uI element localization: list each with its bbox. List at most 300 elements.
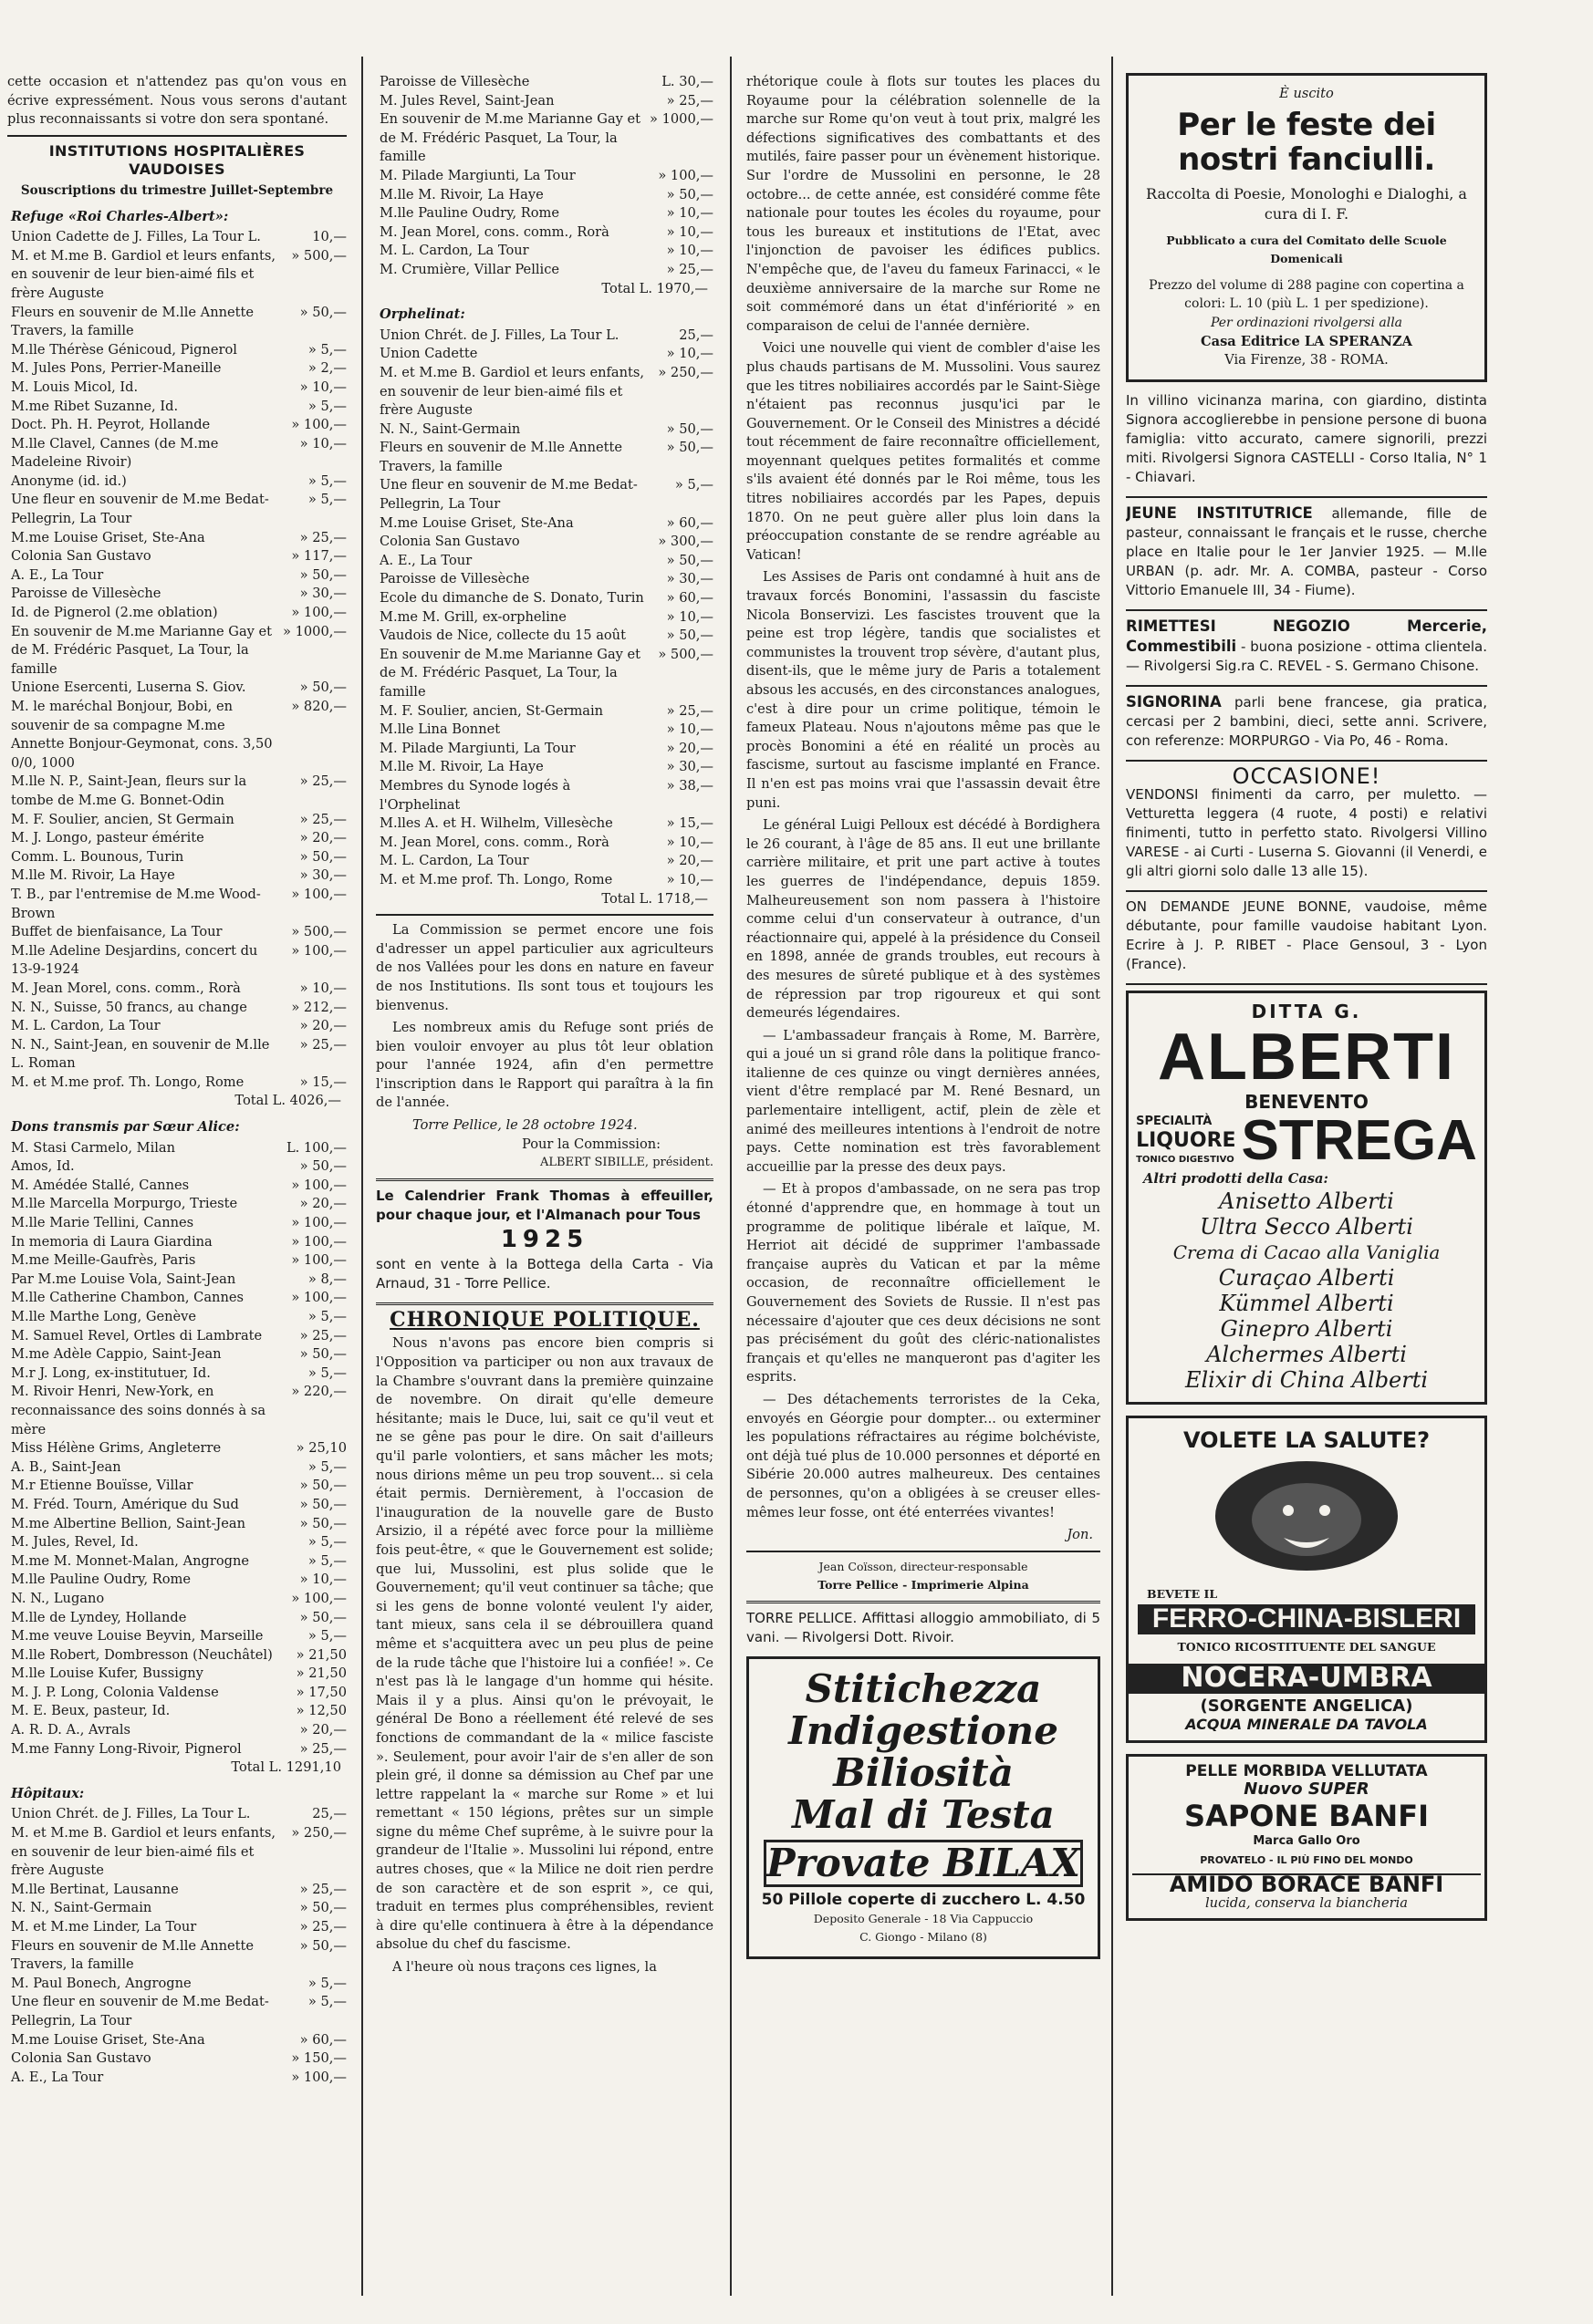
soeur-total: Total L. 1291,10	[231, 1759, 341, 1776]
donation-row	[7, 1721, 347, 1740]
donation-row	[376, 476, 713, 514]
donor-name: M.r Etienne Bouïsse, Villar	[11, 1478, 193, 1494]
date-line: Torre Pellice, le 28 octobre 1924.	[412, 1117, 638, 1134]
fanciulli-title: Per le feste dei nostri fanciulli.	[1177, 106, 1436, 178]
donation-amount: » 21,50	[296, 1646, 347, 1663]
donation-row	[7, 1740, 347, 1759]
donation-row	[376, 852, 713, 871]
donation-row	[7, 1017, 347, 1036]
divider	[7, 135, 347, 137]
donation-row	[7, 1327, 347, 1346]
donation-row	[7, 304, 347, 341]
donor-name: M.me M. Monnet-Malan, Angrogne	[11, 1552, 249, 1569]
donor-name: Union Cadette de J. Filles, La Tour L.	[11, 229, 261, 245]
donation-amount: » 20,—	[299, 830, 347, 846]
donor-name: M.lle Robert, Dombresson (Neuchâtel)	[11, 1646, 273, 1663]
donor-name: M. et M.me B. Gardiol et leurs enfants, en souvenir de leur bien-aimé fils et frère Auguste	[11, 1825, 276, 1879]
section-title: INSTITUTIONS HOSPITALIÈRES VAUDOISES	[48, 141, 306, 179]
donation-amount: » 100,—	[291, 1215, 347, 1231]
donation-row	[376, 261, 713, 280]
donation-row	[7, 604, 347, 623]
soeur-list	[7, 1139, 347, 1759]
donation-row	[7, 228, 347, 247]
donation-row	[7, 773, 347, 810]
intro-text: cette occasion et n'attendez pas qu'on vous en écrive expressément. Nous vous serons d'autant plus reconnaissants si votre don sera spontané.	[7, 74, 347, 128]
donation-amount: » 50,—	[299, 848, 347, 865]
fanciulli-addr: Via Firenze, 38 - ROMA.	[1224, 352, 1389, 368]
donor-name: N. N., Suisse, 50 francs, au change	[11, 999, 247, 1015]
donor-name: M.me Albertine Bellion, Saint-Jean	[11, 1515, 246, 1531]
donation-amount: » 5,—	[307, 341, 347, 358]
donor-name: M.lle Louise Kufer, Bussigny	[11, 1665, 203, 1682]
donation-amount: » 100,—	[658, 167, 713, 183]
donor-name: M. J. P. Long, Colonia Valdense	[11, 1684, 219, 1700]
donor-name: M.me Meille-Gaufrès, Paris	[11, 1252, 196, 1269]
donor-name: M.lle N. P., Saint-Jean, fleurs sur la tombe de M.me G. Bonnet-Odin	[11, 773, 247, 808]
donation-amount: » 20,—	[666, 853, 713, 869]
donation-amount: » 300,—	[658, 534, 713, 550]
calendrier-text: Le Calendrier Frank Thomas à effeuiller, pour chaque jour, et l'Almanach pour Tous	[376, 1187, 713, 1223]
donor-name: M.lle Clavel, Cannes (de M.me Madeleine Rivoir)	[11, 435, 219, 471]
chronique-paragraph: — Des détachements terroristes de la Ceka, envoyés en Géorgie pour dompter... ou exterminer les populations réfractaires au régime bolchéviste, ont déjà tué plus de 10.000 personnes et déporté en Sibérie 20.000 autres malheureux. Des centaines de personnes, qu'on a obligées à se creuser elles-mêmes leur fosse, ont été enterrées vivantes!	[746, 1391, 1100, 1520]
bilax-line: C. Giongo - Milano (8)	[859, 1930, 987, 1945]
donor-name: En souvenir de M.me Marianne Gay et de M. Frédéric Pasquet, La Tour, la famille	[380, 646, 641, 700]
divider	[746, 1601, 1100, 1603]
donation-amount: » 5,—	[307, 1628, 347, 1644]
alberti-tonico: TONICO DIGESTIVO	[1136, 1154, 1234, 1165]
donation-row	[7, 1195, 347, 1214]
column-1	[7, 73, 347, 2289]
donor-name: M. et M.me B. Gardiol et leurs enfants, en souvenir de leur bien-aimé fils et frère Auguste	[11, 247, 276, 301]
fanciulli-box	[1126, 73, 1487, 382]
donor-name: M. J. Longo, pasteur émérite	[11, 830, 204, 846]
donation-row	[7, 1627, 347, 1646]
donor-name: M.lle Bertinat, Lausanne	[11, 1881, 179, 1897]
donor-name: A. B., Saint-Jean	[11, 1458, 121, 1475]
divider	[376, 1302, 713, 1305]
donation-row	[376, 552, 713, 571]
donation-row	[376, 420, 713, 440]
donation-row	[376, 533, 713, 552]
fanciulli-casa: Casa Editrice LA SPERANZA	[1201, 333, 1412, 349]
donation-amount: » 117,—	[291, 548, 347, 565]
donor-name: Anonyme (id. id.)	[11, 472, 127, 489]
donor-name: M.me Ribet Suzanne, Id.	[11, 398, 179, 414]
donation-amount: » 21,50	[296, 1665, 347, 1682]
donation-row	[376, 167, 713, 186]
bilax-ad	[746, 1656, 1100, 1959]
donation-row	[7, 1074, 347, 1093]
donation-row	[376, 570, 713, 589]
donor-name: M. et M.me Linder, La Tour	[11, 1919, 197, 1935]
donation-amount: » 30,—	[666, 571, 713, 587]
section-subtitle: Souscriptions du trimestre Juillet-Septembre	[20, 182, 334, 198]
banfi-ad	[1126, 1754, 1487, 1922]
donation-amount: » 50,—	[299, 1478, 347, 1494]
donation-amount: » 10,—	[666, 721, 713, 738]
donation-row	[376, 110, 713, 167]
donation-amount: 25,—	[679, 327, 713, 343]
bilax-line: Indigestione	[788, 1707, 1058, 1753]
donation-row	[7, 1899, 347, 1918]
chronique-paragraph: Les Assises de Paris ont condamné à huit ans de travaux forcés Bonomini, l'assassin du fasciste Nicola Bonservizi. Les fascistes trouvent que la peine est trop légère, tandis que socialistes et communistes la trouvent trop sévère, d'autant plus, disent-ils, que le même jury de Paris a totalement absous les accusés, en des circonstances analogues, c'est à dire pour un crime politique, témoin le fameux Plateau. Nous n'ajoutons même pas que le procès Bonomini a été en réalité un procès au fascisme, surtout au fascisme implanté en France. Il n'en est pas moins vrai que l'assassin devait être puni.	[746, 569, 1100, 811]
donation-row	[7, 1533, 347, 1552]
chronique-paragraph: Le général Luigi Pelloux est décédé à Bordighera le 26 courant, à l'âge de 85 ans. Il eut une brillante carrière militaire, et prit une part active à toutes les guerres de l'indépendance, depuis 1859. Malheureusement son nom passera à l'histoire comme celui d'un conservateur à outrance, d'un réactionnaire qui, appelé à la présidence du Conseil en 1898, année de grands troubles, eut recours à des mesures de sûreté publique et à des systèmes de répression par trop rigoureux et qui sont demeurés légendaires.	[746, 817, 1100, 1022]
donor-name: M.me veuve Louise Beyvin, Marseille	[11, 1628, 264, 1644]
donation-row	[7, 698, 347, 773]
donor-name: A. R. D. A., Avrals	[11, 1722, 131, 1738]
donor-name: Vaudois de Nice, collecte du 15 août	[380, 628, 626, 644]
donation-row	[7, 398, 347, 417]
donation-amount: » 25,—	[299, 773, 347, 790]
donation-row	[376, 186, 713, 205]
bilax-line: Biliosità	[833, 1749, 1014, 1795]
donor-name: M. et M.me prof. Th. Longo, Rome	[11, 1074, 245, 1090]
donation-row	[376, 439, 713, 476]
donor-name: M. Crumière, Villar Pellice	[380, 261, 560, 277]
donation-row	[376, 514, 713, 534]
commission-paragraph: La Commission se permet encore une fois d'adresser un appel particulier aux agriculteurs de nos Vallées pour les dons en nature en faveur de nos Institutions. Ils sont tous et toujours les bienvenus.	[376, 922, 713, 1013]
donor-name: M. Fréd. Tourn, Amérique du Sud	[11, 1496, 239, 1512]
donor-name: Union Chrét. de J. Filles, La Tour L.	[380, 327, 620, 343]
donation-amount: » 100,—	[291, 417, 347, 433]
donation-row	[376, 608, 713, 628]
donation-amount: » 10,—	[666, 243, 713, 259]
donation-amount: » 38,—	[666, 777, 713, 794]
donation-row	[7, 491, 347, 528]
donation-amount: » 50,—	[299, 680, 347, 696]
donation-row	[7, 1918, 347, 1937]
donation-amount: L. 30,—	[661, 74, 713, 89]
divider	[1126, 609, 1487, 611]
alberti-product: Ginepro Alberti	[1220, 1316, 1393, 1343]
donation-row	[7, 1251, 347, 1271]
donation-amount: » 25,—	[299, 1036, 347, 1053]
donation-row	[7, 1345, 347, 1364]
bisleri-ferro: FERRO-CHINA-BISLERI	[1138, 1604, 1475, 1634]
donor-name: Comm. L. Bounous, Turin	[11, 848, 184, 865]
donation-amount: » 25,—	[666, 261, 713, 277]
alberti-altri: Altri prodotti della Casa:	[1143, 1170, 1328, 1187]
donation-amount: » 25,—	[666, 92, 713, 109]
donation-amount: » 5,—	[307, 1975, 347, 1991]
donor-name: M.lle Adeline Desjardins, concert du 13-9-1924	[11, 942, 258, 978]
divider	[376, 914, 713, 916]
donation-amount: » 50,—	[666, 186, 713, 202]
donation-row	[7, 1289, 347, 1308]
nocera-name: NOCERA-UMBRA	[1129, 1664, 1484, 1694]
donation-row	[7, 472, 347, 492]
donation-row	[7, 1439, 347, 1458]
donor-name: Une fleur en souvenir de M.me Bedat-Pellegrin, La Tour	[11, 492, 269, 527]
banfi-sapone: SAPONE BANFI	[1184, 1799, 1429, 1834]
donation-amount: » 1000,—	[650, 111, 713, 128]
donation-row	[7, 585, 347, 604]
bisleri-ad	[1126, 1416, 1487, 1743]
donor-name: M. Jean Morel, cons. comm., Rorà	[380, 223, 609, 240]
year: 1925	[500, 1225, 589, 1253]
donor-name: M.lle M. Rivoir, La Haye	[11, 867, 175, 884]
donation-row	[7, 1139, 347, 1158]
donation-row	[7, 1552, 347, 1572]
donor-name: M. et M.me B. Gardiol et leurs enfants, en souvenir de leur bien-aimé fils et frère Auguste	[380, 364, 644, 419]
banfi-line: lucida, conserva la biancheria	[1205, 1894, 1408, 1911]
nocera-sorgente: (SORGENTE ANGELICA)	[1200, 1696, 1413, 1716]
donation-amount: » 50,—	[299, 1496, 347, 1512]
donation-amount: » 25,10	[296, 1440, 347, 1457]
donor-name: M. Samuel Revel, Ortles di Lambrate	[11, 1327, 263, 1344]
divider	[1126, 890, 1487, 892]
alberti-product: Alchermes Alberti	[1206, 1342, 1407, 1368]
column-3	[746, 73, 1100, 2312]
signorina-head: SIGNORINA	[1126, 692, 1222, 711]
donation-amount: » 20,—	[299, 1018, 347, 1034]
fanciulli-pub: Pubblicato a cura del Comitato delle Scuole Domenicali	[1166, 233, 1447, 266]
donation-amount: » 30,—	[666, 759, 713, 775]
donor-name: M. Rivoir Henri, New-York, en reconnaissance des soins donnés à sa mère	[11, 1384, 266, 1437]
rimettesi-ad	[1126, 617, 1487, 676]
donation-amount: » 50,—	[299, 1158, 347, 1175]
donation-row	[7, 1036, 347, 1074]
donation-amount: » 25,—	[299, 811, 347, 827]
alberti-product: Kümmel Alberti	[1219, 1291, 1394, 1317]
signature: ALBERT SIBILLE, président.	[540, 1156, 713, 1170]
institutrice-text: allemande, fille de pasteur, connaissant le français et le russe, cherche place en Italie pour le 1er Janvier 1925. — M.lle URBAN (p. adr. Mr. A. COMBA, pasteur - Corso Vittorio Emanuele III, 34 - Fiume).	[1126, 504, 1487, 598]
villino-ad: In villino vicinanza marina, con giardino, distinta Signora accoglierebbe in pensione persone di buona famiglia: vitto accurato, camere signorili, prezzi miti. Rivolgersi Signora CASTELLI - Corso Italia, N° 1 - Chiavari.	[1126, 391, 1487, 485]
donation-amount: » 500,—	[291, 247, 347, 264]
donation-amount: » 100,—	[291, 1590, 347, 1606]
donation-amount: » 60,—	[666, 514, 713, 531]
donation-row	[7, 1684, 347, 1703]
donation-amount: » 50,—	[666, 420, 713, 437]
donor-name: M. Jules, Revel, Id.	[11, 1534, 139, 1551]
donation-row	[376, 627, 713, 646]
donation-amount: » 5,—	[674, 477, 713, 493]
donation-amount: » 212,—	[291, 999, 347, 1015]
donor-name: Union Chrét. de J. Filles, La Tour L.	[11, 1806, 251, 1822]
donation-amount: » 8,—	[307, 1271, 347, 1287]
institutrice-ad	[1126, 503, 1487, 600]
donor-name: M. F. Soulier, ancien, St-Germain	[380, 702, 604, 719]
donor-name: M.lle Marthe Long, Genève	[11, 1309, 197, 1324]
donation-row	[7, 1571, 347, 1590]
donor-name: M.lle Lina Bonnet	[380, 721, 501, 738]
donation-row	[7, 999, 347, 1018]
donation-amount: » 100,—	[291, 1233, 347, 1250]
donation-row	[7, 1477, 347, 1496]
donor-name: M.lles A. et H. Wilhelm, Villesèche	[380, 815, 613, 832]
torre-ad: TORRE PELLICE. Affittasi alloggio ammobiliato, di 5 vani. — Rivolgersi Dott. Rivoir.	[746, 1609, 1100, 1645]
column-4	[1126, 73, 1487, 2312]
donation-amount: » 220,—	[291, 1384, 347, 1400]
donation-row	[7, 829, 347, 848]
donor-name: Une fleur en souvenir de M.me Bedat-Pellegrin, La Tour	[380, 477, 638, 513]
donor-name: Paroisse de Villesèche	[380, 74, 530, 89]
donor-name: A. E., La Tour	[11, 2069, 104, 2085]
donation-amount: » 25,—	[299, 1740, 347, 1757]
hopitaux-heading: Hôpitaux:	[11, 1785, 85, 1801]
pour-commission: Pour la Commission:	[522, 1136, 661, 1152]
donation-amount: » 50,—	[299, 566, 347, 583]
donation-row	[7, 1515, 347, 1534]
donation-row	[7, 529, 347, 548]
fanciulli-price: Prezzo del volume di 288 pagine con copertina a colori: L. 10 (più L. 1 per spedizione).	[1149, 277, 1464, 312]
donor-name: M. et M.me prof. Th. Longo, Rome	[380, 871, 613, 887]
donation-amount: » 50,—	[666, 440, 713, 456]
donor-name: M. L. Cardon, La Tour	[380, 243, 529, 259]
donor-name: Paroisse de Villesèche	[380, 571, 530, 587]
donor-name: M.lle Marie Tellini, Cannes	[11, 1215, 194, 1231]
hopitaux-list-cont	[376, 73, 713, 280]
donation-amount: » 5,—	[307, 1552, 347, 1569]
donation-amount: » 5,—	[307, 398, 347, 414]
donation-row	[376, 814, 713, 834]
fanciulli-desc: Raccolta di Poesie, Monologhi e Dialoghi, a cura di I. F.	[1146, 184, 1467, 223]
donor-name: En souvenir de M.me Marianne Gay et de M. Frédéric Pasquet, La Tour, la famille	[11, 623, 273, 677]
divider	[746, 1551, 1100, 1552]
donation-amount: » 50,—	[666, 628, 713, 644]
alberti-ad	[1126, 991, 1487, 1405]
orphelinat-list	[376, 327, 713, 890]
alberti-product: Curaçao Alberti	[1218, 1265, 1395, 1292]
donation-row	[7, 1364, 347, 1384]
donation-row	[7, 811, 347, 830]
donation-amount: » 10,—	[666, 608, 713, 625]
hopitaux-list	[7, 1805, 347, 2087]
refuge-list	[7, 228, 347, 1092]
donation-row	[376, 721, 713, 740]
bonne-ad: ON DEMANDE JEUNE BONNE, vaudoise, même débutante, pour famille vaudoise habitant Lyon. Ecrire à J. P. RIBET - Place Gensoul, 3 - Lyon (France).	[1126, 898, 1487, 973]
donor-name: M.lle Pauline Oudry, Rome	[11, 1572, 191, 1588]
donor-name: M. Jules Pons, Perrier-Maneille	[11, 360, 222, 377]
donor-name: Par M.me Louise Vola, Saint-Jean	[11, 1271, 236, 1287]
donation-row	[7, 1702, 347, 1721]
bilax-line: 50 Pillole coperte di zucchero L. 4.50	[761, 1890, 1086, 1909]
donation-row	[7, 1214, 347, 1233]
soeur-heading: Dons transmis par Sœur Alice:	[11, 1119, 240, 1136]
bilax-brand: Provate BILAX	[764, 1840, 1083, 1887]
alberti-city: BENEVENTO	[1244, 1090, 1369, 1113]
donor-name: Buffet de bienfaisance, La Tour	[11, 924, 223, 940]
donation-row	[376, 702, 713, 721]
donor-name: En souvenir de M.me Marianne Gay et de M. Frédéric Pasquet, La Tour, la famille	[380, 111, 641, 165]
bilax-line: Mal di Testa	[792, 1791, 1055, 1837]
donor-name: Unione Esercenti, Luserna S. Giov.	[11, 680, 246, 696]
donation-row	[7, 247, 347, 304]
donation-row	[7, 2069, 347, 2088]
donor-name: N. N., Saint-Germain	[380, 420, 521, 437]
donation-row	[7, 866, 347, 886]
chronique-paragraph: rhétorique coule à flots sur toutes les places du Royaume pour la célébration solennelle de la marche sur Rome qu'on veut à tout prix, malgré les défections significatives des combattants et des mutilés, faire passer pour un évènement historique. Sur l'ordre de Mussolini en personne, le 28 octobre... de cette année, est considéré comme fête nationale pour toutes les écoles du royaume, pour tous les bureaux et institutions de l'Etat, avec l'injonction de pavoiser les édifices publics. N'empêche que, de l'aveu du fameux Farinacci, « le deuxième anniversaire de la marche sur Rome ne soit commémoré dans un état d'infériorité » en comparaison de celui de l'année dernière.	[746, 74, 1100, 334]
alberti-product: Elixir di China Alberti	[1184, 1367, 1429, 1394]
donation-amount: » 30,—	[299, 867, 347, 884]
donation-amount: » 250,—	[658, 364, 713, 380]
donor-name: M. F. Soulier, ancien, St Germain	[11, 811, 234, 827]
donation-amount: » 15,—	[299, 1074, 347, 1090]
donation-amount: 25,—	[312, 1806, 347, 1822]
donation-row	[7, 1824, 347, 1881]
donor-name: Fleurs en souvenir de M.lle Annette Travers, la famille	[11, 304, 254, 339]
commission-paragraph: Les nombreux amis du Refuge sont priés de bien vouloir envoyer au plus tôt leur oblation pour l'année 1924, afin d'en permettre l'inscription dans le Rapport qui paraîtra à la fin de l'année.	[376, 1020, 713, 1111]
donation-amount: » 20,—	[299, 1722, 347, 1738]
donor-name: M.lle de Lyndey, Hollande	[11, 1609, 187, 1625]
donor-name: N. N., Lugano	[11, 1590, 105, 1606]
occasione-text: VENDONSI finimenti da carro, per muletto. — Vetturetta leggera (4 ruote, 4 posti) e relativi finimenti, tutto in perfetto stato. Rivolgersi Villino VARESE - ai Curti - Luserna S. Giovanni (il Venerdi, e gli altri giorni solo dalle 13 alle 15).	[1126, 786, 1487, 880]
donor-name: M.me M. Grill, ex-orpheline	[380, 608, 567, 625]
donor-name: M.me Adèle Cappio, Saint-Jean	[11, 1346, 222, 1363]
donation-amount: » 100,—	[291, 1290, 347, 1306]
signorina-text: parli bene francese, gia pratica, cercasi per 2 bambini, dieci, sette anni. Scrivere, con referenze: MORPURGO - Via Po, 46 - Roma.	[1126, 693, 1487, 749]
donation-row	[7, 1937, 347, 1975]
chronique-paragraph: — L'ambassadeur français à Rome, M. Barrère, qui a joué un si grand rôle dans la politique franco-italienne de ces quinze ou vingt dernières années, vient d'être remplacé par M. René Besnard, un parlementaire intelligent, actif, plein de zèle et animé des meilleures intentions à l'endroit de notre pays. Cette nomination est très favorablement accueillie par la presse des deux pays.	[746, 1027, 1100, 1175]
hopitaux-total: Total L. 1970,—	[601, 280, 708, 296]
donor-name: M.lle Pauline Oudry, Rome	[380, 205, 559, 222]
donor-name: Miss Hélène Grims, Angleterre	[11, 1440, 222, 1457]
donor-name: N. N., Saint-Germain	[11, 1900, 152, 1916]
donor-name: M. Jules Revel, Saint-Jean	[380, 92, 555, 109]
donor-name: A. E., La Tour	[11, 566, 104, 583]
donor-name: Union Cadette	[380, 346, 478, 362]
donor-name: M. L. Cardon, La Tour	[380, 853, 529, 869]
donation-amount: » 60,—	[666, 590, 713, 607]
donation-row	[7, 1177, 347, 1196]
donor-name: N. N., Saint-Jean, en souvenir de M.lle L. Roman	[11, 1036, 270, 1072]
donation-row	[376, 327, 713, 346]
donor-name: M. le maréchal Bonjour, Bobi, en souvenir de sa compagne M.me Annette Bonjour-Geymonat, cons. 3,50 0/0, 1000	[11, 699, 273, 771]
donation-amount: » 60,—	[299, 2031, 347, 2048]
donation-row	[7, 1805, 347, 1824]
donation-row	[7, 1881, 347, 1900]
donor-name: M.lle Catherine Chambon, Cannes	[11, 1290, 244, 1306]
donor-name: M. Pilade Margiunti, La Tour	[380, 740, 576, 756]
donation-amount: » 50,—	[299, 1515, 347, 1531]
donation-amount: » 50,—	[299, 1346, 347, 1363]
vente-text: sont en vente à la Bottega della Carta - Via Arnaud, 31 - Torre Pellice.	[376, 1255, 713, 1292]
strega-name: STREGA	[1241, 1108, 1477, 1172]
chronique-paragraph: Voici une nouvelle qui vient de combler d'aise les plus chauds partisans de M. Mussolini. Vous saurez que les titres nobiliaires accordés par le Saint-Siège n'étaient pas reconnus jusqu'ici par le Gouvernement. Or le Conseil des Ministres a décidé tout récemment de faire reconnaître officiellement, moyennant quelques petites formalités et comme s'ils avaient été donnés par le Roi même, tous les titres nobiliaires accordés par les Papes, depuis 1870. On ne peut guère aller plus loin dans la préoccupation constante de se rendre agréable au Vatican!	[746, 340, 1100, 563]
donation-amount: » 5,—	[307, 472, 347, 489]
donation-row	[376, 73, 713, 92]
divider	[1126, 496, 1487, 498]
refuge-heading: Refuge «Roi Charles-Albert»:	[11, 208, 229, 224]
donation-row	[7, 1646, 347, 1665]
banfi-line: PROVATELO - IL PIÙ FINO DEL MONDO	[1200, 1853, 1413, 1866]
donor-name: Colonia San Gustavo	[380, 534, 520, 550]
donor-name: M.lle M. Rivoir, La Haye	[380, 186, 544, 202]
chronique-paragraph: A l'heure où nous traçons ces lignes, la	[392, 1959, 657, 1976]
donation-row	[7, 416, 347, 435]
donation-row	[7, 1308, 347, 1327]
donation-amount: » 100,—	[291, 2069, 347, 2085]
donation-amount: » 10,—	[666, 871, 713, 887]
donation-amount: » 5,—	[307, 1309, 347, 1324]
donor-name: Une fleur en souvenir de M.me Bedat-Pellegrin, La Tour	[11, 1994, 269, 2028]
donation-amount: » 5,—	[307, 1458, 347, 1475]
fanciulli-order: Per ordinazioni rivolgersi alla	[1210, 315, 1403, 330]
donation-row	[7, 435, 347, 472]
occasione-head: OCCASIONE!	[1232, 763, 1381, 789]
donor-name: Id. de Pignerol (2.me oblation)	[11, 605, 218, 621]
donation-amount: 10,—	[312, 229, 347, 245]
donation-amount: » 25,—	[299, 1881, 347, 1897]
donor-name: Fleurs en souvenir de M.lle Annette Travers, la famille	[11, 1937, 254, 1973]
donation-amount: » 20,—	[299, 1196, 347, 1212]
donation-row	[376, 589, 713, 608]
refuge-total: Total L. 4026,—	[234, 1093, 341, 1109]
donation-amount: » 100,—	[291, 605, 347, 621]
donation-amount: » 50,—	[299, 1609, 347, 1625]
chronique-title: CHRONIQUE POLITIQUE.	[390, 1307, 700, 1332]
